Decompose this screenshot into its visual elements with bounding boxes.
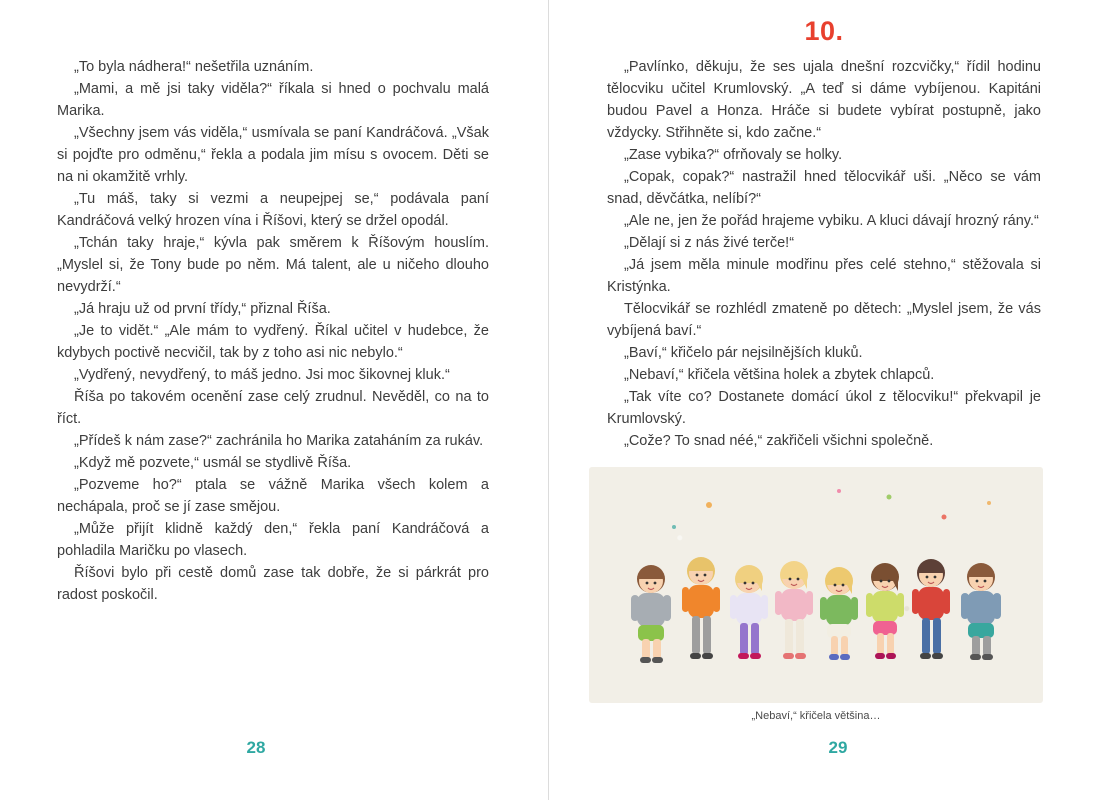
paragraph: „To byla nádhera!“ nešetřila uznáním.	[74, 59, 314, 75]
paragraph: „Zase vybika?“ ofrňovaly se holky.	[624, 147, 843, 163]
paragraph: „Nebaví,“ křičela většina holek a zbytek chlapců.	[624, 367, 935, 383]
right-page-text	[607, 56, 1041, 452]
paragraph: Tělocvikář se rozhlédl zmateně po dětech: „Myslel jsem, že vás vybíjená baví.“	[607, 301, 1041, 339]
paragraph: „Mami, a mě jsi taky viděla?“ říkala si hned o pochvalu malá Marika.	[57, 81, 489, 119]
paragraph: „Tu máš, taky si vezmi a neupejpej se,“ podávala paní Kandráčová velký hrozen vína i Říšovi, který se držel opodál.	[57, 191, 489, 229]
page-number-right: 29	[828, 738, 848, 757]
chapter-number: 10.	[804, 16, 844, 46]
children-illustration-svg	[589, 467, 1043, 703]
paragraph: „Je to vidět.“ „Ale mám to vydřený. Říkal učitel v hudebce, že kdybych poctivě necvičil, tak by z toho asi nic nebylo.“	[57, 323, 489, 361]
paragraph: Říšovi bylo při cestě domů zase tak dobře, že si párkrát pro radost poskočil.	[57, 565, 489, 603]
page-number-left: 28	[246, 738, 266, 757]
paragraph: „Copak, copak?“ nastražil hned tělocvikář uši. „Něco se vám snad, děvčátka, nelíbí?“	[607, 169, 1041, 207]
paragraph: „Může přijít klidně každý den,“ řekla paní Kandráčová a pohladila Maričku po vlasech.	[57, 521, 489, 559]
children-illustration	[589, 467, 1043, 703]
paragraph: „Baví,“ křičelo pár nejsilnějších kluků.	[624, 345, 863, 361]
paragraph: „Přídeš k nám zase?“ zachránila ho Marika zataháním za rukáv.	[74, 433, 484, 449]
paragraph: „Pavlínko, děkuju, že ses ujala dnešní rozcvičky,“ řídil hodinu tělocviku učitel Krumlovský. „A teď si dáme vybíjenou. Kapitáni budou Pavel a Honza. Hráče si budete vybírat postupně, jako vždycky. Střihněte si, kdo začne.“	[607, 59, 1041, 141]
paragraph: „Cože? To snad néé,“ zakřičeli všichni společně.	[624, 433, 934, 449]
paragraph: „Vydřený, nevydřený, to máš jedno. Jsi moc šikovnej kluk.“	[74, 367, 450, 383]
paragraph: „Já hraju už od první třídy,“ přiznal Říša.	[74, 301, 331, 317]
paragraph: „Všechny jsem vás viděla,“ usmívala se paní Kandráčová. „Však si pojďte pro odměnu,“ řekla a podala jim mísu s ovocem. Děti se na ni okamžitě vrhly.	[57, 125, 489, 185]
left-page-text	[57, 56, 489, 606]
paragraph: „Tchán taky hraje,“ kývla pak směrem k Říšovým houslím. „Myslel si, že Tony bude po něm. Má talent, ale u ničeho dlouho nevydrží.“	[57, 235, 489, 295]
paragraph: „Když mě pozvete,“ usmál se stydlivě Říša.	[74, 455, 352, 471]
paragraph: „Pozveme ho?“ ptala se vážně Marika všech kolem a nechápala, proč se jí zase smějou.	[57, 477, 489, 515]
paragraph: Říša po takovém ocenění zase celý zrudnul. Nevěděl, co na to říct.	[57, 389, 489, 427]
paragraph: „Dělají si z nás živé terče!“	[624, 235, 795, 251]
page-divider	[548, 0, 549, 800]
illustration-caption: „Nebaví,“ křičela většina…	[751, 710, 881, 722]
paragraph: „Tak víte co? Dostanete domácí úkol z tělocviku!“ překvapil je Krumlovský.	[607, 389, 1041, 427]
paragraph: „Ale ne, jen že pořád hrajeme vybiku. A kluci dávají hrozný rány.“	[624, 213, 1039, 229]
paragraph: „Já jsem měla minule modřinu přes celé stehno,“ stěžovala si Kristýnka.	[607, 257, 1041, 295]
